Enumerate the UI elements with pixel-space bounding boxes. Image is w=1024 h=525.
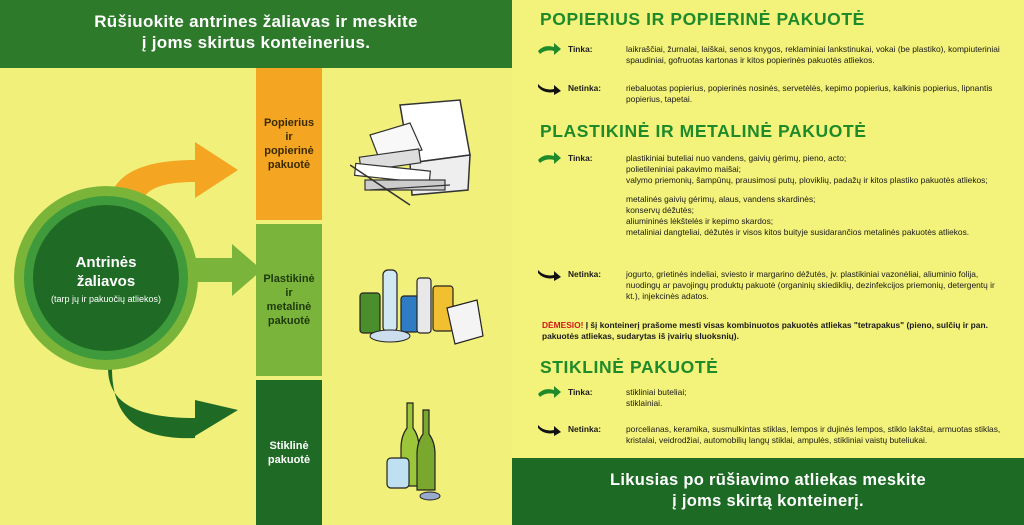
bin-plastic (256, 224, 322, 376)
bin-paper-line2: ir (285, 131, 293, 143)
plastic-fit-item: plastikiniai buteliai nuo vandens, gaivių gėrimų, pieno, acto; (626, 153, 847, 163)
right-panel (512, 0, 1024, 525)
plastic-warning (542, 320, 1008, 342)
plastic-fit-label: Tinka: (568, 153, 593, 163)
paper-section-title: POPIERIUS IR POPIERINĖ PAKUOTĖ (540, 9, 865, 29)
left-header-line1: Rūšiuokite antrines žaliavas ir meskite (94, 12, 418, 31)
bin-paper-line4: pakuotė (267, 159, 311, 171)
circle-title-line2: žaliavos (76, 272, 136, 290)
warning-label: DĖMESIO! (542, 320, 584, 330)
bin-plastic-line3: metalinė (266, 301, 312, 313)
bin-glass-line2: pakuotė (267, 453, 311, 466)
black-arrow-icon (536, 267, 562, 281)
paper-fit-text: laikraščiai, žurnalai, laiškai, senos knygos, reklaminiai lankstinukai, vokai (be plastiko), kompiuteriniai spaudiniai, gofruotas kartonas ir kitos popierinės pakuotės atliekos. (626, 44, 1000, 65)
green-arrow-icon (536, 151, 562, 165)
arrow-to-glass-icon (108, 368, 238, 438)
arrow-to-plastic-icon (196, 244, 262, 296)
plastic-unfit-text: jogurto, grietinės indeliai, sviesto ir margarino dėžutės, jv. plastikiniai vazonėliai, aliuminio folija, nuodingų ar pavojingų produktų pakuotė (organinių skiediklių, dezinfekcijos priemonių, detergentų ir kt.), injekcinės adatos. (626, 269, 995, 301)
circle-title-line1: Antrinės (75, 253, 137, 271)
footer-line2: į joms skirtą konteinerį. (672, 492, 864, 510)
bin-glass (256, 380, 322, 525)
plastic-fit-item: polietileniniai pakavimo maišai; (626, 164, 741, 174)
right-footer (512, 458, 1024, 525)
black-arrow-icon (536, 81, 562, 95)
plastic-fit-item: metaliniai dangteliai, dėžutės ir visos kitos buityje susidarančios metalinės pakuotės atliekos. (626, 227, 970, 237)
bin-paper (256, 68, 322, 220)
warning-text: Į šį konteinerį prašome mesti visas kombinuotos pakuotės atliekas "tetrapakus" (pieno, sulčių ir pan. pakuotės atliekas, sudarytas iš įvairių sluoksnių). (542, 320, 988, 341)
plastic-unfit-label: Netinka: (568, 269, 602, 279)
glass-bottles-icon (385, 398, 450, 503)
plastic-fit-item: aliumininės lėkštelės ir kepimo skardos; (626, 216, 774, 226)
footer-line1: Likusias po rūšiavimo atliekas meskite (610, 471, 926, 489)
recyclables-circle (33, 205, 179, 351)
glass-section-title: STIKLINĖ PAKUOTĖ (540, 357, 719, 377)
green-arrow-icon (536, 42, 562, 56)
glass-fit-item: stiklainiai. (626, 398, 663, 408)
circle-subtitle: (tarp jų ir pakuočių atliekos) (50, 293, 162, 304)
plastic-fit-item: metalinės gaivių gėrimų, alaus, vandens skardinės; (626, 194, 816, 204)
glass-fit-list (626, 387, 1006, 409)
black-arrow-icon (536, 422, 562, 436)
bin-plastic-line2: ir (285, 287, 293, 299)
bin-plastic-line4: pakuotė (267, 315, 311, 327)
paper-pile-icon (350, 95, 475, 210)
plastic-fit-list (626, 153, 1006, 238)
paper-unfit-label: Netinka: (568, 83, 602, 93)
green-arrow-icon (536, 385, 562, 399)
glass-fit-label: Tinka: (568, 387, 593, 397)
plastic-fit-item: konservų dėžutės; (626, 205, 694, 215)
glass-fit-item: stikliniai buteliai; (626, 387, 687, 397)
bin-paper-line1: Popierius (263, 117, 315, 129)
plastic-section-title: PLASTIKINĖ IR METALINĖ PAKUOTĖ (540, 121, 867, 141)
plastic-metal-items-icon (355, 258, 485, 358)
glass-unfit-text: porcelianas, keramika, susmulkintas stiklas, lempos ir dujinės lempos, stiklo lakštai, armuotas stiklas, kristalai, veidrodžiai, automobilių langų stiklai, ampulės, stikliniai vaistų buteliukai. (626, 424, 1001, 445)
left-header-line2: į joms skirtus konteinerius. (141, 33, 371, 52)
paper-fit-label: Tinka: (568, 44, 593, 54)
bin-glass-line1: Stiklinė (269, 439, 309, 452)
bin-plastic-line1: Plastikinė (263, 273, 315, 285)
paper-unfit-text: riebaluotas popierius, popierinės nosinės, servetėlės, kepimo popierius, kalkinis popierius, lipnantis popierius, tapetai. (626, 83, 993, 104)
glass-unfit-label: Netinka: (568, 424, 602, 434)
bin-paper-line3: popierinė (264, 145, 314, 157)
plastic-fit-item: valymo priemonių, šampūnų, prausimosi putų, ploviklių, padažų ir kitos plastiko pakuotės atliekos; (626, 175, 988, 185)
